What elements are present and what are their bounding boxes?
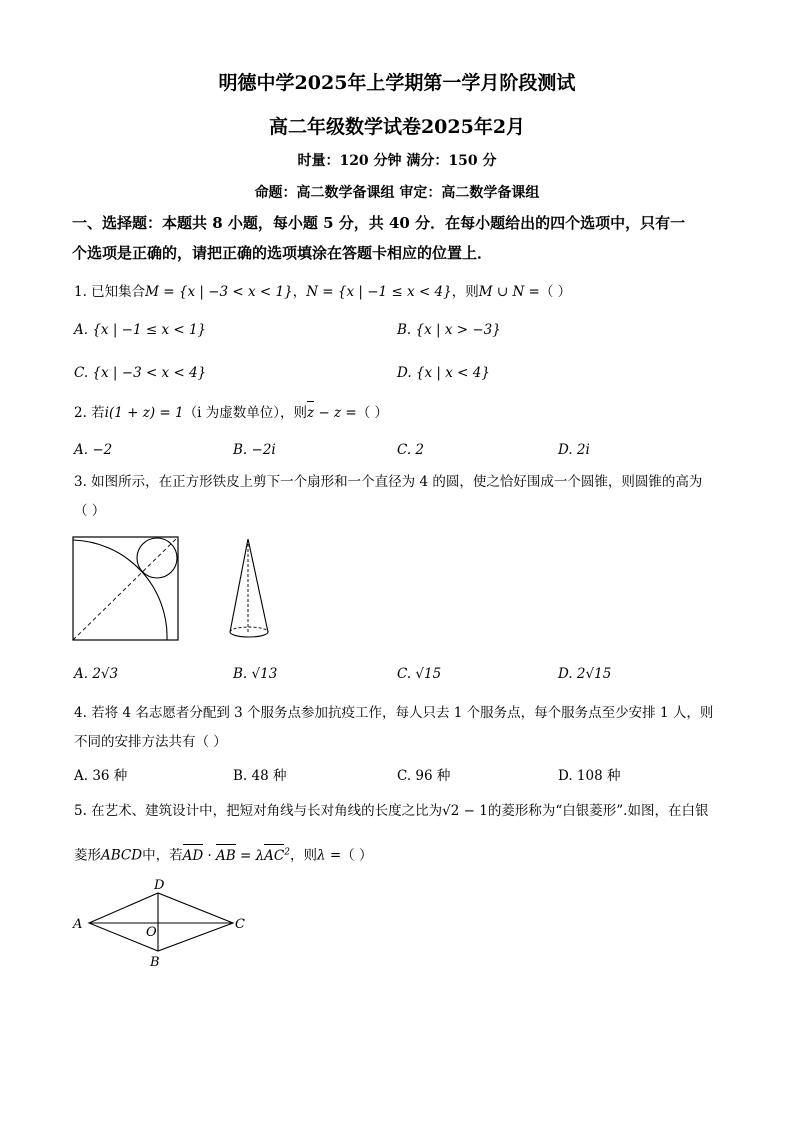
q4-option-a: A. 36 种 <box>74 768 128 784</box>
square-sector-figure <box>72 536 182 642</box>
question-3-line2: （ ） <box>74 503 106 519</box>
question-5-line2 <box>74 843 372 865</box>
q1-paren: （ ） <box>539 284 572 300</box>
q5-lambda-eq: λ = <box>316 847 342 864</box>
q2-expression: − z = <box>314 405 357 421</box>
label-o: O <box>146 925 157 940</box>
time-score: 时量：120 分钟 满分：150 分 <box>297 153 497 169</box>
authors: 命题：高二数学备课组 审定：高二数学备课组 <box>254 185 540 201</box>
label-d: D <box>154 878 165 893</box>
q5-line1-pre: 5. 在艺术、建筑设计中，把短对角线与长对角线的长度之比为 <box>74 803 443 819</box>
question-3-line1: 3. 如图所示，在正方形铁皮上剪下一个扇形和一个直径为 4 的圆，使之恰好围成一个圆锥，则圆锥的高为 <box>74 474 703 490</box>
cone-right-edge <box>248 539 268 632</box>
exam-title: 明德中学2025年上学期第一学月阶段测试 <box>218 72 576 94</box>
question-4-line2: 不同的安排方法共有（ ） <box>74 734 227 750</box>
q4-option-d: D. 108 种 <box>558 768 621 784</box>
q4-option-b: B. 48 种 <box>233 768 287 784</box>
q4-option-c: C. 96 种 <box>397 768 451 784</box>
q1-union: M ∪ N = <box>478 284 540 300</box>
diagonal-line <box>73 537 178 640</box>
q5-dot: · <box>203 847 217 864</box>
question-4-line1: 4. 若将 4 名志愿者分配到 3 个服务点参加抗疫工作，每人只去 1 个服务点，每个服务点至少安排 1 人，则 <box>74 705 714 721</box>
q5-vector-ad: AD <box>182 847 204 864</box>
rhombus-figure <box>70 876 250 971</box>
label-b: B <box>150 955 160 970</box>
q2-note: （i 为虚数单位），则 <box>183 405 307 421</box>
q1-ask: ，则 <box>451 284 479 300</box>
q1-set-m: M = {x | −3 < x < 1} <box>145 284 293 300</box>
cone-base-back <box>230 627 268 632</box>
q2-prefix: 2. 若 <box>74 405 105 421</box>
sector-arc <box>73 540 167 640</box>
q2-option-d: D. 2i <box>558 442 590 458</box>
q1-prefix: 1. 已知集合 <box>74 284 146 300</box>
question-1 <box>74 283 571 301</box>
question-5-line1 <box>74 802 708 820</box>
q1-option-a: A. {x | −1 ≤ x < 1} <box>74 322 207 338</box>
q5-rhombus-name: ABCD <box>101 847 143 864</box>
cone-figure <box>226 537 276 645</box>
q1-option-d: D. {x | x < 4} <box>397 365 490 381</box>
question-2 <box>74 404 388 422</box>
q2-option-b: B. −2i <box>233 442 276 458</box>
q5-equals-lambda: = λ <box>235 847 265 864</box>
cone-base-front <box>230 632 268 637</box>
section-heading-line1: 一、选择题：本题共 8 小题，每小题 5 分，共 40 分．在每小题给出的四个选项中，只有一 <box>72 214 686 232</box>
small-circle <box>137 538 177 578</box>
q2-z-conjugate: z <box>306 405 315 421</box>
q1-set-n: N = {x | −1 ≤ x < 4} <box>306 284 452 300</box>
label-c: C <box>235 917 245 932</box>
q1-comma: ， <box>292 284 307 300</box>
q3-option-b: B. √13 <box>233 666 278 682</box>
q3-option-d: D. 2√15 <box>558 666 612 682</box>
q2-option-c: C. 2 <box>397 442 425 458</box>
q5-vector-ac: AC <box>264 847 285 864</box>
q1-option-c: C. {x | −3 < x < 4} <box>74 365 207 381</box>
q5-paren: （ ） <box>341 847 373 864</box>
q3-option-c: C. √15 <box>397 666 442 682</box>
q5-line2-pre: 菱形 <box>74 847 101 864</box>
section-heading-line2: 个选项是正确的，请把正确的选项填涂在答题卡相应的位置上． <box>72 244 493 262</box>
q1-option-b: B. {x | x > −3} <box>397 322 501 338</box>
q2-paren: （ ） <box>356 405 388 421</box>
q5-vector-ab: AB <box>216 847 236 864</box>
exam-subtitle: 高二年级数学试卷2025年2月 <box>268 116 526 138</box>
q2-option-a: A. −2 <box>74 442 113 458</box>
cone-left-edge <box>230 539 248 632</box>
q3-option-a: A. 2√3 <box>74 666 119 682</box>
q5-line1-post: 的菱形称为“白银菱形”.如图，在白银 <box>487 803 709 819</box>
rhombus-outline <box>89 893 233 951</box>
q2-equation: i(1 + z) = 1 <box>104 405 184 421</box>
q5-line2-mid: 中，若 <box>142 847 183 864</box>
q5-square: 2 <box>284 847 290 857</box>
label-a: A <box>73 917 83 932</box>
q5-line2-post: ，则 <box>289 847 317 864</box>
q5-ratio: √2 − 1 <box>442 803 488 819</box>
